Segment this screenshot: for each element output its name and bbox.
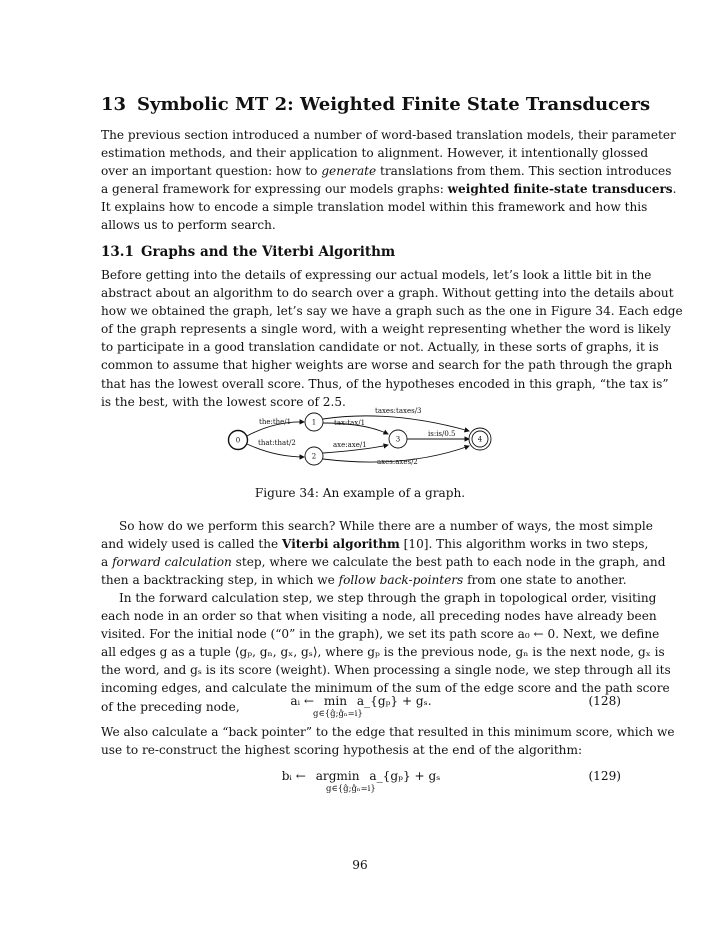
wfst-graph-figure	[225, 405, 500, 475]
eq-lhs: bᵢ ←	[281, 769, 306, 783]
eq-operator: min	[323, 694, 348, 708]
paragraph-line: use to re-construct the highest scoring hypothesis at the end of the algorithm:	[101, 743, 583, 758]
paragraph-line: all edges g as a tuple ⟨gₚ, gₙ, gₓ, gₛ⟩, where gₚ is the previous node, gₙ is the next node, gₓ is	[101, 645, 665, 660]
paragraph-line: abstract about an algorithm to do search over a graph. Without getting into the details about	[101, 286, 674, 301]
paragraph-line: and widely used is called the Viterbi algorithm [10]. This algorithm works in two steps,	[101, 537, 649, 552]
paragraph-line: then a backtracking step, in which we follow back-pointers from one state to another.	[101, 573, 627, 588]
paragraph-line: So how do we perform this search? While there are a number of ways, the most simple	[119, 519, 653, 533]
emphasis-generate: generate	[321, 164, 377, 179]
eq-subscript: g∈{ĝ;ĝₙ=i}	[313, 709, 363, 719]
paragraph-line: allows us to perform search.	[101, 218, 276, 233]
paragraph-line: that has the lowest overall score. Thus, of the hypotheses encoded in this graph, “the tax is”	[101, 376, 669, 391]
subsection-number: 13.1	[101, 244, 134, 260]
edge-label-tax: tax:tax/1	[334, 419, 366, 427]
wfst-graph	[225, 405, 500, 475]
equation-128	[101, 694, 621, 724]
term-viterbi: Viterbi algorithm	[282, 537, 400, 552]
paragraph-line: It explains how to encode a simple translation model within this framework and how this	[101, 200, 648, 215]
eq-lhs: aᵢ ←	[290, 694, 315, 708]
section-number: 13	[101, 94, 127, 115]
eq-rhs: a_{gₚ} + gₛ.	[356, 694, 432, 708]
edge-label-taxes: taxes:taxes/3	[375, 407, 422, 415]
paragraph-line: of the preceding node,	[101, 699, 240, 714]
page-number: 96	[352, 858, 368, 872]
emphasis-back-pointers: follow back-pointers	[338, 573, 464, 588]
paragraph-line: In the forward calculation step, we step through the graph in topological order, visiting	[119, 591, 657, 605]
eq-subscript: g∈{ĝ;ĝₙ=i}	[326, 784, 376, 794]
edge-label-axe: axe:axe/1	[333, 441, 367, 449]
eq-operator: argmin	[315, 769, 360, 783]
paragraph-line: incoming edges, and calculate the minimum of the sum of the edge score and the path score	[101, 681, 670, 696]
node-3-label: 3	[395, 435, 401, 444]
paragraph-line: The previous section introduced a number of word-based translation models, their parameter	[101, 128, 676, 142]
paragraph-line: estimation methods, and their application to alignment. However, it intentionally glossed	[101, 146, 649, 161]
equation-body	[101, 769, 621, 783]
node-2-label: 2	[311, 452, 317, 461]
edge-label-that: that:that/2	[258, 439, 296, 447]
subsection-title: Graphs and the Viterbi Algorithm	[141, 244, 396, 260]
paragraph-line: We also calculate a “back pointer” to the edge that resulted in this minimum score, which we	[101, 725, 675, 739]
eq-rhs: a_{gₚ} + gₛ	[369, 769, 441, 783]
paragraph-line: a general framework for expressing our models graphs: weighted finite-state transducers.	[101, 182, 677, 197]
edge-label-is: is:is/0.5	[428, 430, 456, 438]
paragraph-line: of the graph represents a single word, with a weight representing whether the word is likely	[101, 322, 671, 337]
equation-number: (129)	[588, 769, 621, 783]
term-wfst: weighted finite-state transducers	[447, 182, 673, 197]
subsection-heading	[101, 244, 395, 260]
emphasis-forward-calculation: forward calculation	[112, 555, 232, 570]
viterbi-paragraph	[101, 517, 666, 589]
section-title: Symbolic MT 2: Weighted Finite State Transducers	[137, 94, 651, 115]
node-4-label: 4	[477, 435, 483, 444]
paragraph-line: visited. For the initial node (“0” in the graph), we set its path score a₀ ← 0. Next, we define	[101, 627, 660, 642]
paragraph-line: over an important question: how to generate translations from them. This section introduces	[101, 164, 672, 179]
paragraph-line: common to assume that higher weights are worse and search for the path through the graph	[101, 358, 673, 373]
paragraph-line: each node in an order so that when visiting a node, all preceding nodes have already been	[101, 609, 657, 624]
intro-paragraph	[101, 126, 677, 235]
figure-caption: Figure 34: An example of a graph.	[254, 486, 466, 500]
node-0-label: 0	[235, 436, 241, 445]
paragraph-line: to participate in a good translation candidate or not. Actually, in these sorts of graphs, it is	[101, 340, 659, 355]
edge-label-axes: axes:axes/2	[377, 458, 418, 466]
section-heading	[101, 94, 650, 115]
paragraph-line: is the best, with the lowest score of 2.5.	[101, 394, 346, 409]
node-1-label: 1	[311, 418, 317, 427]
edge-label-the: the:the/1	[259, 418, 292, 426]
paragraph-line: a forward calculation step, where we calculate the best path to each node in the graph, and	[101, 555, 666, 570]
graph-intro-paragraph	[101, 266, 683, 411]
paragraph-line: Before getting into the details of expressing our actual models, let’s look a little bit in the	[101, 268, 652, 282]
equation-number: (128)	[588, 694, 621, 708]
paragraph-line: the word, and gₛ is its score (weight). When processing a single node, we step through all its	[101, 663, 671, 678]
equation-129	[101, 769, 621, 799]
paragraph-line: how we obtained the graph, let’s say we have a graph such as the one in Figure 34. Each edge	[101, 304, 683, 319]
equation-body	[101, 694, 621, 708]
backpointer-paragraph	[101, 723, 675, 759]
